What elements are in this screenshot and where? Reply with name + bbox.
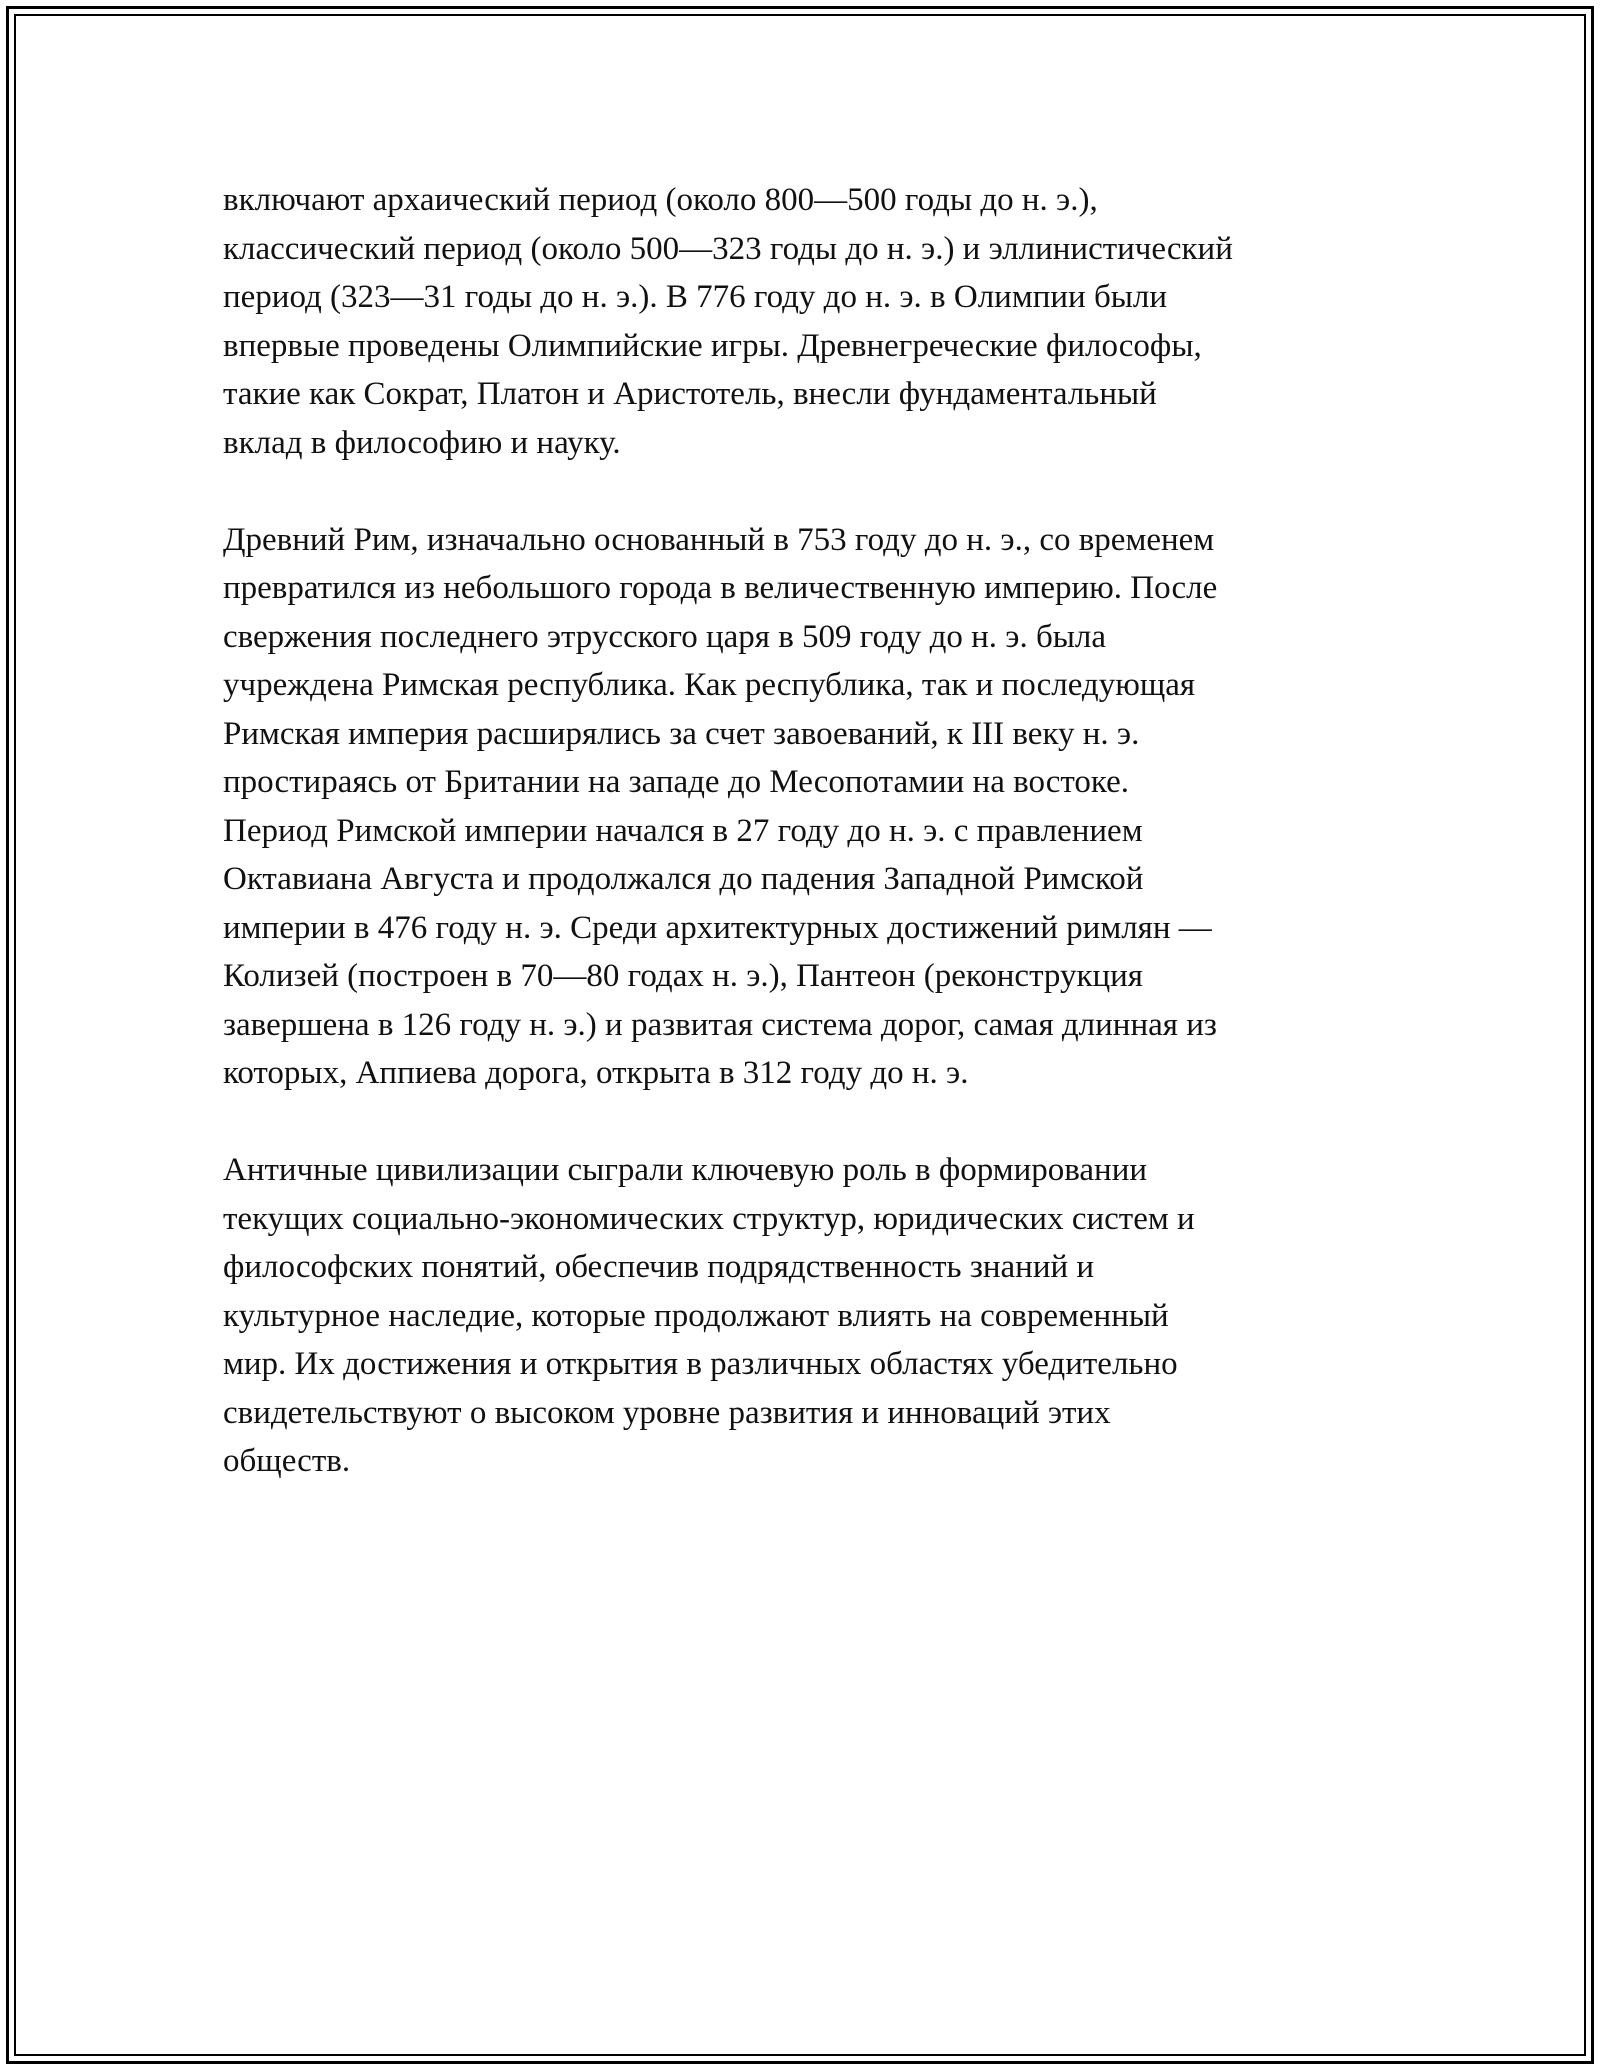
text-line: простираясь от Британии на западе до Месопотамии на востоке. (223, 764, 1130, 800)
text-line: Древний Рим, изначально основанный в 753 году до н. э., со временем (223, 521, 1215, 558)
text-line: мир. Их достижения и открытия в различных областях убедительно (223, 1346, 1178, 1382)
text-line: период (323—31 годы до н. э.). В 776 году до н. э. в Олимпии были (223, 279, 1168, 315)
text-line: учреждена Римская республика. Как республика, так и последующая (223, 667, 1196, 703)
text-line: текущих социально-экономических структур, юридических систем и (223, 1200, 1195, 1237)
text-line: Октавиана Августа и продолжался до падения Западной Римской (223, 861, 1144, 897)
text-line: свидетельствуют о высоком уровне развития и инноваций этих (223, 1394, 1111, 1431)
text-line: философских понятий, обеспечив подрядственность знаний и (223, 1249, 1095, 1285)
text-line: свержения последнего этрусского царя в 509 году до н. э. была (223, 618, 1107, 655)
text-line: обществ. (223, 1443, 351, 1479)
text-line: такие как Сократ, Платон и Аристотель, внесли фундаментальный (223, 376, 1157, 412)
text-line: культурное наследие, которые продолжают влиять на современный (223, 1297, 1169, 1334)
paragraph-ancient-rome (223, 516, 1383, 1098)
text-line: Римская империя расширялись за счет завоеваний, к III веку н. э. (223, 715, 1140, 752)
document-body (223, 176, 1383, 1486)
text-line: включают архаический период (около 800—500 годы до н. э.), (223, 182, 1098, 218)
text-line: классический период (около 500—323 годы до н. э.) и эллинистический (223, 230, 1233, 267)
text-line: впервые проведены Олимпийские игры. Древнегреческие философы, (223, 327, 1202, 364)
text-line: вклад в философию и науку. (223, 424, 621, 461)
text-line: превратился из небольшого города в величественную империю. После (223, 570, 1218, 606)
paragraph-ancient-greece (223, 176, 1383, 467)
text-line: Колизей (построен в 70—80 годах н. э.), Пантеон (реконструкция (223, 958, 1143, 994)
paragraph-conclusion (223, 1146, 1383, 1486)
text-line: Античные цивилизации сыграли ключевую роль в формировании (223, 1152, 1148, 1188)
text-line: которых, Аппиева дорога, открыта в 312 году до н. э. (223, 1055, 969, 1091)
text-line: завершена в 126 году н. э.) и развитая система дорог, самая длинная из (223, 1006, 1217, 1043)
text-line: империи в 476 году н. э. Среди архитектурных достижений римлян — (223, 909, 1212, 946)
text-line: Период Римской империи начался в 27 году до н. э. с правлением (223, 812, 1143, 849)
